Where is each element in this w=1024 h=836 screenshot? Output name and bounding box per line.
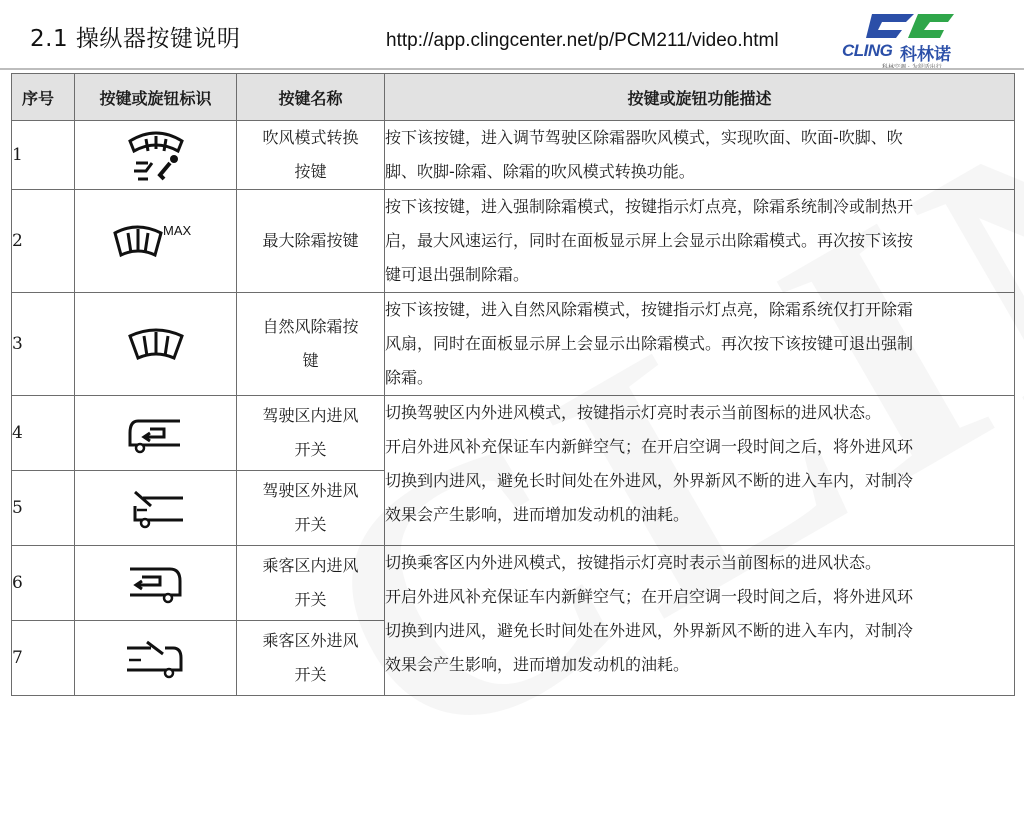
col-header-name: 按键名称 <box>237 74 385 121</box>
max-label: MAX <box>162 223 191 238</box>
row-number: 1 <box>12 121 75 190</box>
natural-defrost-icon <box>124 324 188 364</box>
button-description: 按下该按键，进入调节驾驶区除霜器吹风模式，实现吹面、吹面-吹脚、吹 脚、吹脚-除霜、除霜的吹风模式转换功能。 <box>385 121 1015 190</box>
icon-cell <box>75 396 237 471</box>
logo-wordmark: CLING <box>842 41 893 60</box>
button-name: 吹风模式转换 按键 <box>237 121 385 190</box>
button-description: 切换乘客区内外进风模式，按键指示灯亮时表示当前图标的进风状态。 开启外进风补充保证车内新鲜空气；在开启空调一段时间之后，将外进风环 切换到内进风，避免长时间处在外进风，外界新风不断的进入车内，对制冷 效果会产生影响，进而增加发动机的油耗。 <box>385 546 1015 696</box>
col-header-icon: 按键或旋钮标识 <box>75 74 237 121</box>
row-number: 3 <box>12 293 75 396</box>
table-row <box>12 121 1015 190</box>
table-row <box>12 190 1015 293</box>
row-number: 7 <box>12 621 75 696</box>
button-name: 乘客区外进风 开关 <box>237 621 385 696</box>
table-header-row <box>12 74 1015 121</box>
button-name: 驾驶区外进风 开关 <box>237 471 385 546</box>
table-row <box>12 293 1015 396</box>
max-defrost-icon <box>111 221 201 261</box>
icon-cell <box>75 546 237 621</box>
row-number: 2 <box>12 190 75 293</box>
button-name: 最大除霜按键 <box>237 190 385 293</box>
row-number: 5 <box>12 471 75 546</box>
icon-cell <box>75 621 237 696</box>
icon-cell <box>75 190 237 293</box>
button-name: 自然风除霜按 键 <box>237 293 385 396</box>
driver-fresh-air-icon <box>121 486 191 530</box>
logo-chinese-name: 科林诺 <box>900 45 951 65</box>
table-row <box>12 396 1015 471</box>
driver-recirculation-icon <box>126 411 186 455</box>
row-number: 4 <box>12 396 75 471</box>
passenger-fresh-air-icon <box>121 636 191 680</box>
button-description: 切换驾驶区内外进风模式，按键指示灯亮时表示当前图标的进风状态。 开启外进风补充保证车内新鲜空气；在开启空调一段时间之后，将外进风环 切换到内进风，避免长时间处在外进风，外界新风不断的进入车内，对制冷 效果会产生影响，进而增加发动机的油耗。 <box>385 396 1015 546</box>
col-header-number: 序号 <box>12 74 75 121</box>
icon-cell <box>75 293 237 396</box>
page-url[interactable]: http://app.clingcenter.net/p/PCM211/video.html <box>386 30 779 51</box>
header-divider <box>0 68 1024 70</box>
icon-cell <box>75 121 237 190</box>
icon-cell <box>75 471 237 546</box>
logo-mark-icon <box>862 8 972 44</box>
passenger-recirculation-icon <box>124 561 188 605</box>
company-logo <box>842 8 992 68</box>
button-description: 按下该按键，进入强制除霜模式，按键指示灯点亮，除霜系统制冷或制热开 启，最大风速运行，同时在面板显示屏上会显示出除霜模式。再次按下该按 键可退出强制除霜。 <box>385 190 1015 293</box>
col-header-description: 按键或旋钮功能描述 <box>385 74 1015 121</box>
button-spec-table <box>11 73 1015 696</box>
button-name: 驾驶区内进风 开关 <box>237 396 385 471</box>
airflow-mode-icon <box>126 127 186 183</box>
button-description: 按下该按键，进入自然风除霜模式，按键指示灯点亮，除霜系统仅打开除霜 风扇，同时在面板显示屏上会显示出除霜模式。再次按下该按键可退出强制 除霜。 <box>385 293 1015 396</box>
table-row <box>12 546 1015 621</box>
button-name: 乘客区内进风 开关 <box>237 546 385 621</box>
page-title: 2.1 操纵器按键说明 <box>30 26 241 52</box>
row-number: 6 <box>12 546 75 621</box>
